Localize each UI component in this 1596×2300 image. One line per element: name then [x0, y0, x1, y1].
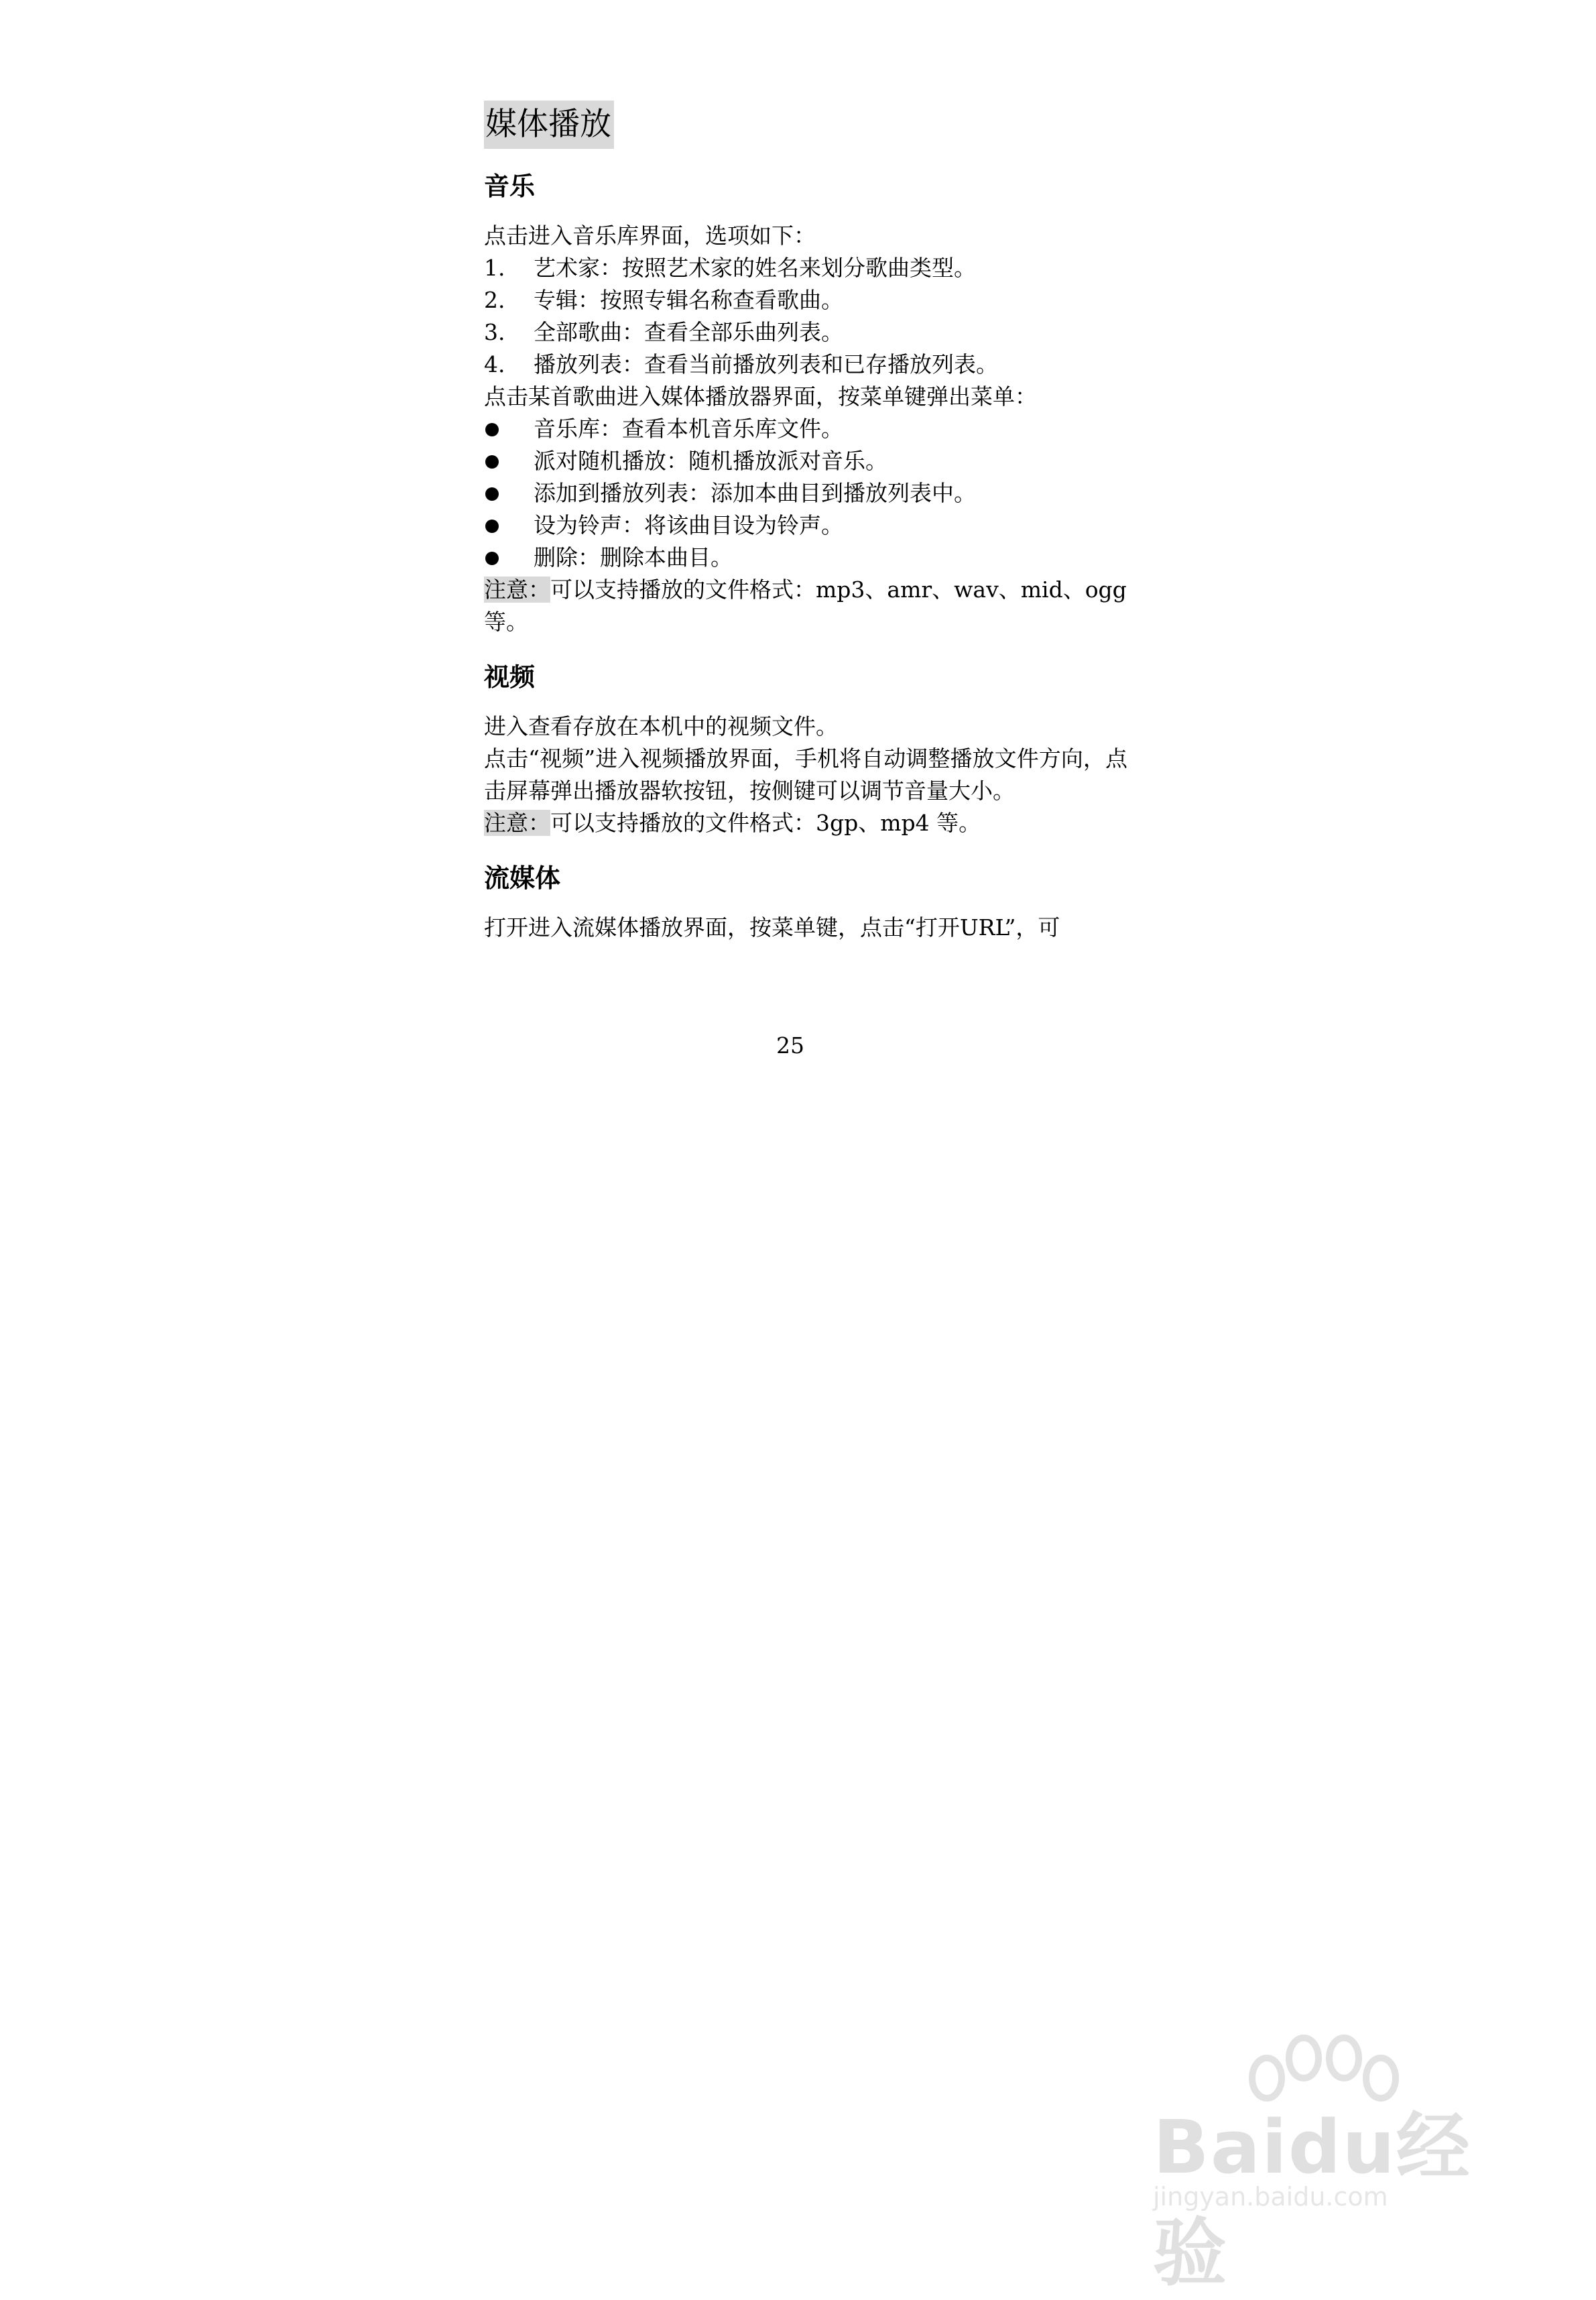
chapter-title: 媒体播放 — [484, 101, 614, 149]
page-number: 25 — [776, 1032, 804, 1058]
watermark-brand: Baidu经验 — [1153, 2104, 1471, 2296]
bullet-icon — [485, 423, 499, 436]
music-heading: 音乐 — [484, 172, 536, 201]
note-label: 注意： — [484, 577, 550, 603]
list-item — [484, 445, 1127, 477]
music-intro: 点击进入音乐库界面，选项如下： — [484, 223, 816, 249]
video-heading: 视频 — [484, 662, 536, 692]
video-line1: 进入查看存放在本机中的视频文件。 — [484, 713, 838, 739]
list-item-text: 专辑：按照专辑名称查看歌曲。 — [534, 287, 843, 313]
list-item — [484, 349, 1127, 381]
list-item-text: 添加到播放列表：添加本曲目到播放列表中。 — [534, 480, 976, 506]
list-item — [484, 509, 1127, 542]
video-line2: 点击“视频”进入视频播放界面，手机将自动调整播放文件方向，点击屏幕弹出播放器软按钮，按侧键可以调节音量大小。 — [484, 745, 1127, 804]
streaming-line1: 打开进入流媒体播放界面，按菜单键，点击“打开URL”，可 — [484, 914, 1060, 941]
bullet-icon — [485, 455, 499, 469]
list-item-text: 全部歌曲：查看全部乐曲列表。 — [534, 319, 843, 345]
list-item-text: 艺术家：按照艺术家的姓名来划分歌曲类型。 — [534, 255, 976, 281]
bullet-icon — [485, 487, 499, 501]
list-number: 1. — [484, 255, 505, 281]
list-item — [484, 316, 1127, 349]
list-item — [484, 413, 1127, 445]
menu-intro: 点击某首歌曲进入媒体播放器界面，按菜单键弹出菜单： — [484, 383, 1037, 410]
video-note — [484, 807, 1127, 839]
note-label: 注意： — [484, 810, 550, 836]
watermark-url: jingyan.baidu.com — [1153, 2182, 1388, 2212]
list-item-text: 设为铃声：将该曲目设为铃声。 — [534, 512, 843, 538]
chapter-title-wrap — [484, 101, 1127, 149]
list-item-text: 音乐库：查看本机音乐库文件。 — [534, 416, 843, 442]
note-text: 可以支持播放的文件格式：3gp、mp4 等。 — [550, 810, 981, 836]
list-item — [484, 284, 1127, 316]
music-options-list — [484, 252, 1127, 381]
bullet-icon — [485, 552, 499, 565]
baidu-watermark — [1140, 2031, 1515, 2296]
music-note — [484, 574, 1127, 638]
list-item-text: 删除：删除本曲目。 — [534, 544, 733, 570]
list-item-text: 播放列表：查看当前播放列表和已存播放列表。 — [534, 351, 998, 377]
document-content — [484, 101, 1127, 944]
list-number: 4. — [484, 351, 505, 377]
list-item — [484, 477, 1127, 509]
list-item — [484, 542, 1127, 574]
menu-items-list — [484, 413, 1127, 574]
list-number: 2. — [484, 287, 505, 313]
streaming-heading: 流媒体 — [484, 863, 561, 893]
note-text: 可以支持播放的文件格式：mp3、amr、wav、mid、ogg等。 — [484, 577, 1127, 635]
list-item-text: 派对随机播放：随机播放派对音乐。 — [534, 448, 887, 474]
list-number: 3. — [484, 319, 505, 345]
bullet-icon — [485, 520, 499, 533]
list-item — [484, 252, 1127, 284]
